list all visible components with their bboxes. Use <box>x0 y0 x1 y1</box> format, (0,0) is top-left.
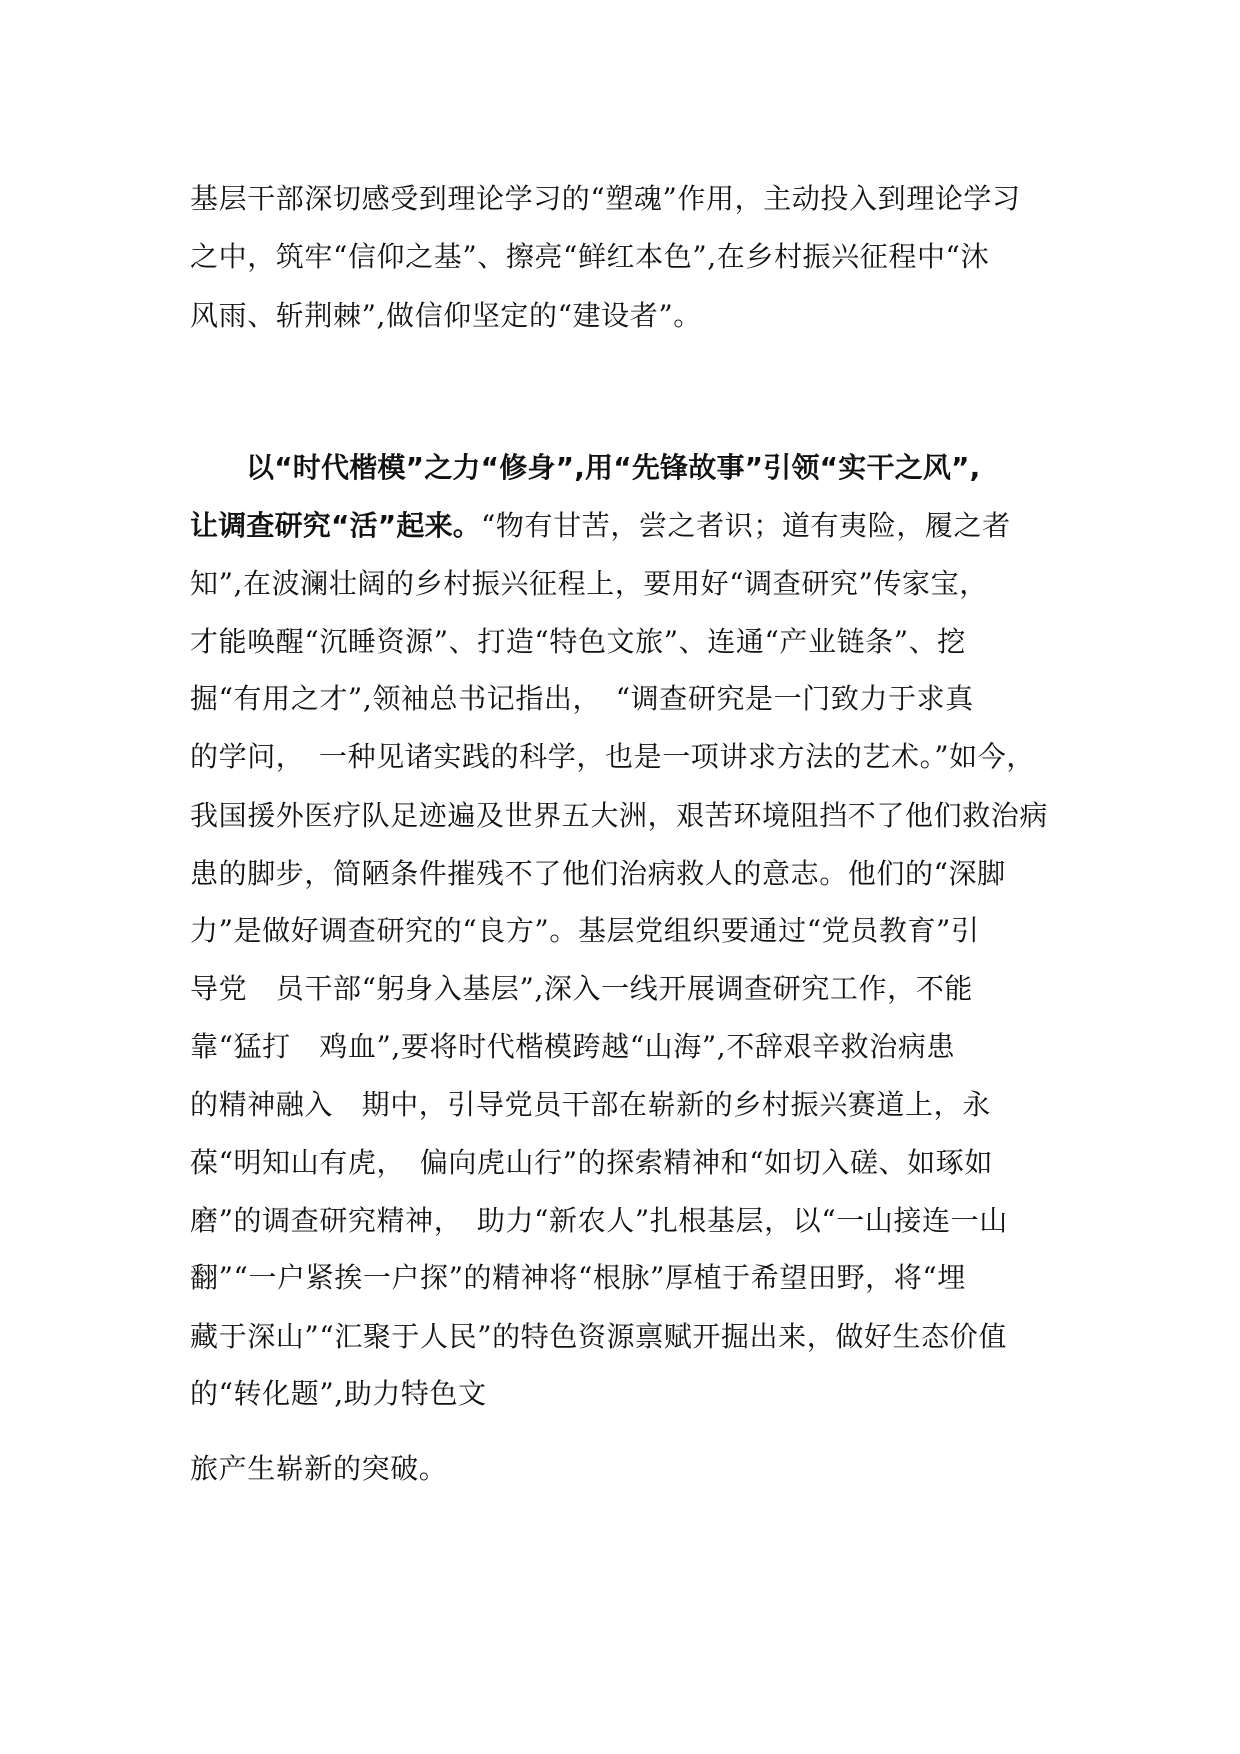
paragraph-2-heading-line-2-bold: 让调查研究“活”起来。 <box>190 509 482 542</box>
paragraph-2-body-line-12: 磨”的调查研究精神， 助力“新农人”扎根基层，以“一山接连一山 <box>190 1204 1008 1237</box>
paragraph-2-line-2 <box>190 506 1070 546</box>
paragraph-2-body-line-15: 的“转化题”,助力特色文 <box>190 1377 487 1410</box>
paragraph-2-body-line-11: 葆“明知山有虎， 偏向虎山行”的探索精神和“如切入磋、如琢如 <box>190 1146 993 1179</box>
paragraph-1-line-1: 基层干部深切感受到理论学习的“塑魂”作用，主动投入到理论学习 <box>190 182 1021 215</box>
paragraph-2-body-line-7: 力”是做好调查研究的“良方”。基层党组织要通过“党员教育”引 <box>190 914 980 947</box>
paragraph-2-last-line: 旅产生崭新的突破。 <box>190 1452 448 1485</box>
paragraph-2-body-line-5: 我国援外医疗队足迹遍及世界五大洲，艰苦环境阻挡不了他们救治病 <box>190 799 1049 832</box>
paragraph-2-body-line-8: 导党 员干部“躬身入基层”,深入一线开展调查研究工作，不能 <box>190 972 973 1005</box>
paragraph-2-body-line-4: 的学问， 一种见诸实践的科学，也是一项讲求方法的艺术。”如今， <box>190 740 1035 773</box>
paragraph-2-body-line-10: 的精神融入 期中，引导党员干部在崭新的乡村振兴赛道上，永 <box>190 1088 991 1121</box>
paragraph-2-body-line-2: 才能唤醒“沉睡资源”、打造“特色文旅”、连通“产业链条”、挖 <box>190 625 966 658</box>
paragraph-2-body-line-13: 翻”“一户紧挨一户探”的精神将“根脉”厚植于希望田野，将“埋 <box>190 1261 966 1294</box>
paragraph-2-body-line-3: 掘“有用之才”,领袖总书记指出， “调查研究是一门致力于求真 <box>190 682 974 715</box>
paragraph-2-body-line-6: 患的脚步，简陋条件摧残不了他们治病救人的意志。他们的“深脚 <box>190 857 1006 890</box>
paragraph-2-heading-line-2-rest: “物有甘苦，尝之者识；道有夷险，履之者 <box>481 509 1011 542</box>
paragraph-2-heading-line-1: 以“时代楷模”之力“修身”,用“先锋故事”引领“实干之风”, <box>246 451 981 484</box>
paragraph-2-body-line-1: 知”,在波澜壮阔的乡村振兴征程上，要用好“调查研究”传家宝， <box>190 567 988 600</box>
paragraph-1-line-3: 风雨、斩荆棘”,做信仰坚定的“建设者”。 <box>190 299 702 332</box>
paragraph-2-body-line-14: 藏于深山”“汇聚于人民”的特色资源禀赋开掘出来，做好生态价值 <box>190 1320 1007 1353</box>
paragraph-1-line-2: 之中，筑牢“信仰之基”、擦亮“鲜红本色”,在乡村振兴征程中“沐 <box>190 240 990 273</box>
paragraph-2-body-line-9: 靠“猛打 鸡血”,要将时代楷模跨越“山海”,不辞艰辛救治病患 <box>190 1030 956 1063</box>
